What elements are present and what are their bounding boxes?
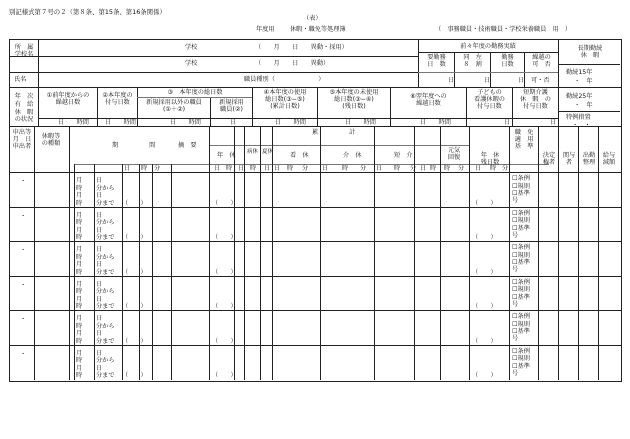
exemption-basis-option[interactable]: ☐規則 xyxy=(512,286,530,293)
period-from-label: 分から xyxy=(96,288,115,295)
period-unit: 月 xyxy=(76,211,83,219)
school-label-1: 学校 xyxy=(185,44,198,51)
summary-header: 摘 要 xyxy=(178,142,197,149)
exemption-basis-option[interactable]: ☐条例 xyxy=(512,278,530,286)
period-total-field[interactable]: （ ） xyxy=(122,234,147,241)
unit-label: 時 xyxy=(444,165,451,172)
annual-cumulative-field[interactable]: （ ） xyxy=(212,268,237,276)
period-unit: 月 xyxy=(76,192,83,199)
unit-label: 日 xyxy=(274,165,281,172)
grid-line xyxy=(598,126,599,380)
period-day-unit: 日 xyxy=(96,211,103,219)
grid-line xyxy=(152,164,153,380)
period-to-label: 分まで xyxy=(96,268,115,276)
day-unit: 日 xyxy=(484,77,491,84)
period-to-label: 分まで xyxy=(96,372,115,379)
child-care-leave-label: 子どもの 看護休暇の 付与日数 xyxy=(474,89,505,111)
row-separator xyxy=(9,241,621,242)
unit-label: 日 xyxy=(238,165,245,172)
remaining-field[interactable]: （ ） xyxy=(472,199,497,207)
unit-label: 時 xyxy=(490,165,497,172)
employee-category: （ 事務職員・技術職員・学校栄養職員 用 ） xyxy=(435,26,572,33)
prev-attendance-header: 前々年度の勤務実績 xyxy=(460,43,516,50)
long-leave-25: 勤続25年 xyxy=(566,93,593,100)
period-unit: 時 xyxy=(76,372,83,379)
exemption-basis-option[interactable]: ☐条例 xyxy=(512,175,530,182)
period-unit: 月 xyxy=(76,349,83,357)
role-label: 職員種別（ ） xyxy=(244,76,325,83)
annual-cumulative-field[interactable]: （ ） xyxy=(212,303,237,310)
period-day-unit: 日 xyxy=(96,246,103,253)
request-date-dot: ・ xyxy=(20,178,27,185)
period-to-label: 分まで xyxy=(96,199,115,207)
grid-line xyxy=(94,164,95,380)
period-day-unit: 日 xyxy=(96,295,103,303)
grid-line xyxy=(209,126,210,380)
exemption-basis-option[interactable]: ☐基準 号 xyxy=(512,224,530,239)
form-title: 休暇・職免等処理簿 xyxy=(290,26,346,33)
exemption-basis-option[interactable]: ☐規則 xyxy=(512,182,530,190)
leave-type-header: 休暇等 の種類 xyxy=(41,133,61,148)
row-separator xyxy=(9,207,621,208)
period-label-1: （ 月 日 異動・採用） xyxy=(255,44,348,51)
period-total-field[interactable]: （ ） xyxy=(122,268,147,276)
exemption-basis-option[interactable]: ☐基準 号 xyxy=(512,293,530,308)
annual-cumulative-field[interactable]: （ ） xyxy=(212,372,237,379)
day-unit: 日 xyxy=(448,77,455,84)
ratio-label: 同 左 ８ 割 xyxy=(463,54,482,69)
period-unit: 時 xyxy=(76,288,83,295)
request-date-dot: ・ xyxy=(20,350,27,358)
year-field: ・ 年 xyxy=(574,78,593,85)
grid-line xyxy=(538,126,539,380)
grid-line xyxy=(69,126,70,380)
required-days-label: 要勤務 日 数 xyxy=(427,54,446,69)
period-unit: 時 xyxy=(76,303,83,310)
period-to-label: 分まで xyxy=(96,337,115,345)
unit-label: 日 xyxy=(214,165,221,172)
short-care-col: 短 介 xyxy=(394,152,413,159)
period-unit: 月 xyxy=(76,330,83,337)
period-day-unit: 日 xyxy=(96,280,103,288)
unit-label: 時 xyxy=(141,165,148,172)
grid-line xyxy=(320,126,321,380)
period-total-field[interactable]: （ ） xyxy=(122,372,147,379)
row-separator xyxy=(9,345,621,346)
nursing-leave-col: 看 休 xyxy=(290,152,309,159)
unit-label: 時 xyxy=(394,165,401,172)
period-from-label: 分から xyxy=(96,357,115,364)
unit-label: 日 xyxy=(322,165,329,172)
period-header: 期 間 xyxy=(112,142,156,149)
request-date-dot: ・ xyxy=(20,247,27,254)
grid-line xyxy=(374,126,375,380)
grid-line xyxy=(34,126,35,380)
period-day-unit: 日 xyxy=(96,226,103,234)
grid-line xyxy=(469,126,470,380)
unused-days-label: ⑤本年度の未使用 総日数(③−④) (残日数) xyxy=(329,89,379,111)
unit-label: 時 xyxy=(287,165,294,172)
day-unit: 日 xyxy=(230,119,237,126)
unit-label: 時 xyxy=(430,165,437,172)
long-leave-15: 勤続15年 xyxy=(566,69,593,76)
unit-label: 分 xyxy=(302,165,309,172)
period-unit: 時 xyxy=(76,337,83,345)
year-field: ・ 年 xyxy=(574,102,593,109)
period-from-label: 分から xyxy=(96,219,115,226)
annual-cumulative-field[interactable]: （ ） xyxy=(212,234,237,241)
unit-label: 日 xyxy=(420,165,427,172)
unit-label: 日 xyxy=(124,165,131,172)
annual-leave-col: 年 休 xyxy=(217,152,236,159)
period-unit: 時 xyxy=(76,234,83,241)
day-time-unit: 日 時間 xyxy=(345,119,376,126)
remaining-field[interactable]: （ ） xyxy=(472,268,497,276)
period-day-unit: 日 xyxy=(96,349,103,357)
genki-col: 元気 回復 xyxy=(447,147,461,162)
period-unit: 月 xyxy=(76,177,83,184)
exemption-basis-option[interactable]: ☐規則 xyxy=(512,251,530,259)
unit-label: 分 xyxy=(360,165,367,172)
period-total-field[interactable]: （ ） xyxy=(122,337,147,345)
remaining-field[interactable]: （ ） xyxy=(472,303,497,310)
unit-label: 分 xyxy=(458,165,465,172)
grid-line xyxy=(509,126,510,380)
cumulative-header: 累 計 xyxy=(312,129,356,136)
special-measure-label: 特例措置 xyxy=(566,114,591,121)
unit-label: 日 xyxy=(475,165,482,172)
unit-label: 日 xyxy=(376,165,383,172)
grid-line xyxy=(74,164,75,380)
period-day-unit: 日 xyxy=(96,315,103,322)
unit-label: 日 xyxy=(264,165,271,172)
period-from-label: 分から xyxy=(96,322,115,330)
grid-line xyxy=(558,126,559,380)
period-from-label: 分から xyxy=(96,253,115,261)
unit-label: 時 xyxy=(226,165,233,172)
period-day-unit: 日 xyxy=(96,261,103,268)
used-days-label: ④本年度の使用 総日数(③−⑤) (累計日数) xyxy=(263,89,307,111)
exemption-basis-option[interactable]: ☐規則 xyxy=(512,355,530,362)
period-unit: 時 xyxy=(76,322,83,330)
remaining-field[interactable]: （ ） xyxy=(472,372,497,379)
request-date-dot: ・ xyxy=(20,316,27,323)
period-total-field[interactable]: （ ） xyxy=(122,199,147,207)
exemption-basis-option[interactable]: ☐条例 xyxy=(512,209,530,217)
annual-leave-status-label: 年 次 有 給 休 暇 の状況 xyxy=(14,93,34,124)
period-to-label: 分まで xyxy=(96,303,115,310)
period-unit: 月 xyxy=(76,315,83,322)
period-unit: 時 xyxy=(76,184,83,192)
remaining-field[interactable]: （ ） xyxy=(472,337,497,345)
period-unit: 月 xyxy=(76,246,83,253)
row-separator xyxy=(9,310,621,311)
remaining-field[interactable]: （ ） xyxy=(472,234,497,241)
period-unit: 時 xyxy=(76,199,83,207)
row-separator xyxy=(9,276,621,277)
request-date-dot: ・ xyxy=(20,281,27,289)
remaining-col: 年 休 残日数 xyxy=(480,152,500,167)
unit-label: 時 xyxy=(342,165,349,172)
total-days-label: ③ 本年度の総日数 xyxy=(167,89,223,96)
special-measure-date: ・ ・ xyxy=(572,122,591,129)
day-time-unit: 日 時間 xyxy=(170,119,201,126)
day-time-unit: 日 時間 xyxy=(275,119,306,126)
exemption-basis-option[interactable]: ☐規則 xyxy=(512,217,530,224)
grid-line xyxy=(272,126,273,380)
total-days-existing: 新規採用以外の職員 (①＋②) xyxy=(146,99,202,114)
care-leave-col: 介 休 xyxy=(343,152,362,159)
fiscal-year-label: 年度用 xyxy=(256,26,275,33)
long-leave-header: 長期勤続 休 暇 xyxy=(577,45,603,60)
salary-col: 給与 減額 xyxy=(602,152,616,167)
day-time-unit: 日 時間 xyxy=(105,119,136,126)
grid-line xyxy=(260,126,261,380)
form-reference: 別記様式第７号の２（第８条、第15条、第16条関係） xyxy=(9,8,166,16)
period-total-field[interactable]: （ ） xyxy=(122,303,147,310)
period-unit: 時 xyxy=(76,268,83,276)
annual-cumulative-field[interactable]: （ ） xyxy=(212,337,237,345)
grid-line xyxy=(578,126,579,380)
front-label: （表） xyxy=(303,15,322,22)
total-days-new: 新規採用 職員(②) xyxy=(219,99,244,114)
period-unit: 月 xyxy=(76,280,83,288)
school-label-2: 学校 xyxy=(185,60,198,67)
request-date-dot: ・ xyxy=(20,212,27,220)
period-unit: 時 xyxy=(76,357,83,364)
approver-col: 決定 権者 xyxy=(542,152,556,167)
period-day-unit: 日 xyxy=(96,330,103,337)
period-label-2: （ 月 日 異動） xyxy=(255,60,330,67)
period-unit: 時 xyxy=(76,219,83,226)
next-carryover-label: ⑥翌年度への 繰越日数 xyxy=(410,93,447,108)
day-unit: 日 xyxy=(550,119,557,126)
exemption-basis-option[interactable]: ☐基準 号 xyxy=(512,259,530,274)
exemption-basis-option[interactable]: ☐基準 号 xyxy=(512,328,530,343)
request-date-header: 申出等 月 日 申出者 xyxy=(12,129,32,151)
short-care-leave-label: 短期介護 休 暇 の 付与日数 xyxy=(520,89,551,111)
ok-no-label: 可・否 xyxy=(531,77,550,84)
related-col: 関与 者 xyxy=(562,152,576,167)
exemption-basis-option[interactable]: ☐基準 号 xyxy=(512,362,530,377)
granted-days-label: ②本年度の 付与日数 xyxy=(102,92,133,107)
unit-label: 分 xyxy=(154,165,161,172)
unit-label: 分 xyxy=(502,165,509,172)
day-unit: 日 xyxy=(518,77,525,84)
day-time-unit: 日 時間 xyxy=(420,119,451,126)
period-day-unit: 日 xyxy=(96,177,103,184)
name-label: 氏名 xyxy=(14,76,27,83)
period-unit: 月 xyxy=(76,295,83,303)
period-day-unit: 日 xyxy=(96,192,103,199)
exemption-basis-option[interactable]: ☐基準 号 xyxy=(512,190,530,205)
exemption-basis-col: 職 免 適 用 基 準 xyxy=(514,129,534,151)
period-unit: 月 xyxy=(76,364,83,372)
period-day-unit: 日 xyxy=(96,364,103,372)
attendance-col: 出勤 整理 xyxy=(582,152,596,167)
affiliation-label: 所 属 学校名 xyxy=(14,44,34,59)
period-unit: 月 xyxy=(76,261,83,268)
exemption-basis-option[interactable]: ☐条例 xyxy=(512,244,530,251)
exemption-basis-option[interactable]: ☐条例 xyxy=(512,313,530,320)
unit-label: 時 xyxy=(250,165,257,172)
unit-label: 分 xyxy=(410,165,417,172)
annual-cumulative-field[interactable]: （ ） xyxy=(212,199,237,207)
attended-days-label: 勤務 日数 xyxy=(501,54,514,69)
day-time-unit: 日 時間 xyxy=(58,119,89,126)
grid-line xyxy=(440,126,441,380)
grid-line xyxy=(171,164,172,380)
period-unit: 時 xyxy=(76,253,83,261)
sick-leave-col: 病休 xyxy=(247,149,259,155)
carry-ok-label: 繰越の 可 否 xyxy=(532,54,551,69)
day-unit: 日 xyxy=(504,119,511,126)
summer-leave-col: 夏休 xyxy=(262,149,274,155)
exemption-basis-option[interactable]: ☐規則 xyxy=(512,320,530,328)
carryover-days-label: ①前年度からの 繰越日数 xyxy=(46,92,90,107)
period-unit: 月 xyxy=(76,226,83,234)
period-to-label: 分まで xyxy=(96,234,115,241)
exemption-basis-option[interactable]: ☐条例 xyxy=(512,347,530,355)
period-from-label: 分から xyxy=(96,184,115,192)
